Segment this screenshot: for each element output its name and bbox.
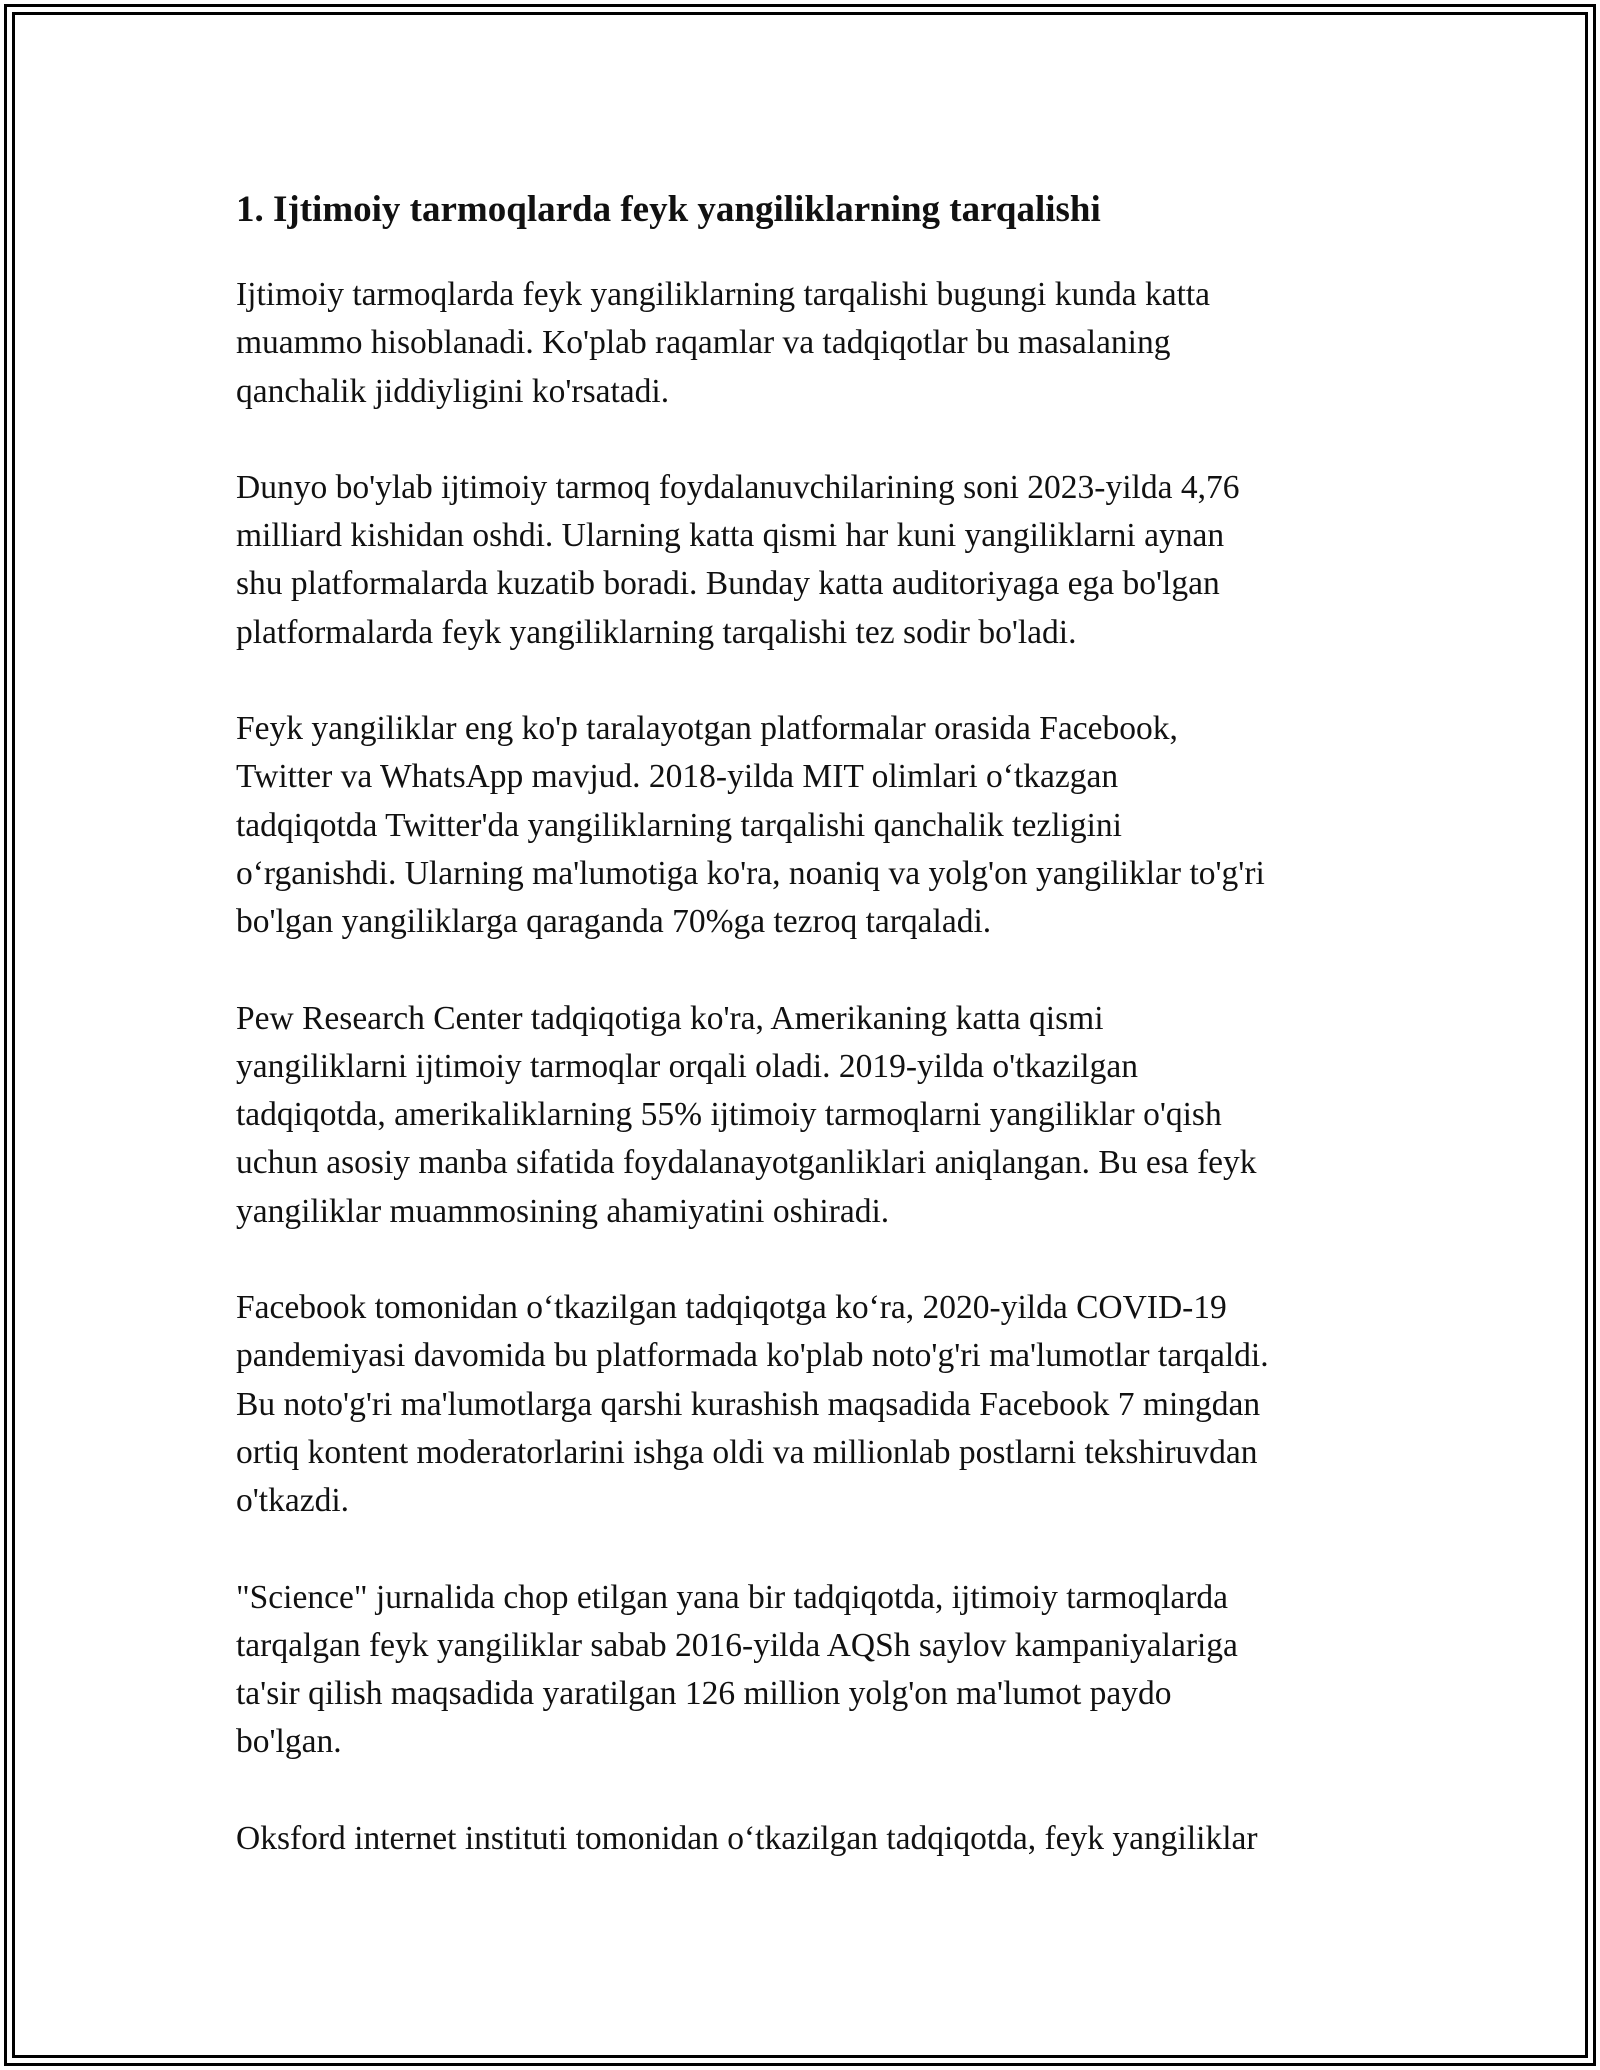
paragraph-line: yangiliklar muammosining ahamiyatini oshiradi.: [236, 1192, 890, 1230]
paragraph-line: tadqiqotda Twitter'da yangiliklarning tarqalishi qanchalik tezligini: [236, 806, 1122, 844]
paragraph: [236, 1815, 1376, 1863]
document-body: [236, 185, 1376, 1911]
paragraph-line: "Science" jurnalida chop etilgan yana bir tadqiqotda, ijtimoiy tarmoqlarda: [236, 1578, 1229, 1616]
paragraph: [236, 1284, 1376, 1525]
paragraph-line: Pew Research Center tadqiqotiga ko'ra, Amerikaning katta qismi: [236, 999, 1104, 1037]
paragraph-line: shu platformalarda kuzatib boradi. Bunday katta auditoriyaga ega bo'lgan: [236, 565, 1220, 603]
paragraph: [236, 464, 1376, 657]
paragraph-line: qanchalik jiddiyligini ko'rsatadi.: [236, 372, 670, 410]
paragraph: [236, 1574, 1376, 1767]
paragraph-line: o'tkazdi.: [236, 1482, 350, 1520]
paragraph-line: muammo hisoblanadi. Ko'plab raqamlar va tadqiqotlar bu masalaning: [236, 324, 1171, 362]
paragraph-line: milliard kishidan oshdi. Ularning katta qismi har kuni yangiliklarni aynan: [236, 517, 1225, 555]
paragraph-line: ortiq kontent moderatorlarini ishga oldi va millionlab postlarni tekshiruvdan: [236, 1433, 1258, 1471]
paragraph-line: yangiliklarni ijtimoiy tarmoqlar orqali oladi. 2019-yilda o'tkazilgan: [236, 1047, 1138, 1085]
paragraph-line: o‘rganishdi. Ularning ma'lumotiga ko'ra, noaniq va yolg'on yangiliklar to'g'ri: [236, 854, 1265, 892]
paragraph-line: Dunyo bo'ylab ijtimoiy tarmoq foydalanuvchilarining soni 2023-yilda 4,76: [236, 468, 1240, 506]
paragraph-line: platformalarda feyk yangiliklarning tarqalishi tez sodir bo'ladi.: [236, 613, 1077, 651]
paragraph-line: uchun asosiy manba sifatida foydalanayotganliklari aniqlangan. Bu esa feyk: [236, 1144, 1257, 1182]
paragraph-line: ta'sir qilish maqsadida yaratilgan 126 million yolg'on ma'lumot paydo: [236, 1675, 1172, 1713]
paragraph-list: [236, 271, 1376, 1863]
paragraph-line: Ijtimoiy tarmoqlarda feyk yangiliklarning tarqalishi bugungi kunda katta: [236, 276, 1211, 313]
paragraph: [236, 995, 1376, 1236]
paragraph-line: pandemiyasi davomida bu platformada ko'plab noto'g'ri ma'lumotlar tarqaldi.: [236, 1337, 1269, 1375]
paragraph: [236, 271, 1376, 416]
paragraph-line: Twitter va WhatsApp mavjud. 2018-yilda MIT olimlari o‘tkazgan: [236, 758, 1119, 796]
paragraph-line: tadqiqotda, amerikaliklarning 55% ijtimoiy tarmoqlarni yangiliklar o'qish: [236, 1096, 1222, 1134]
paragraph-line: Facebook tomonidan o‘tkazilgan tadqiqotga ko‘ra, 2020-yilda COVID-19: [236, 1289, 1227, 1327]
paragraph-line: Feyk yangiliklar eng ko'p taralayotgan platformalar orasida Facebook,: [236, 710, 1178, 748]
section-heading: 1. Ijtimoiy tarmoqlarda feyk yangiliklarning tarqalishi: [236, 189, 1101, 230]
paragraph-line: Oksford internet instituti tomonidan o‘tkazilgan tadqiqotda, feyk yangiliklar: [236, 1819, 1258, 1857]
paragraph: [236, 705, 1376, 946]
paragraph-line: bo'lgan yangiliklarga qaraganda 70%ga tezroq tarqaladi.: [236, 903, 992, 941]
paragraph-line: Bu noto'g'ri ma'lumotlarga qarshi kurashish maqsadida Facebook 7 mingdan: [236, 1385, 1261, 1423]
paragraph-line: bo'lgan.: [236, 1723, 342, 1761]
paragraph-line: tarqalgan feyk yangiliklar sabab 2016-yilda AQSh saylov kampaniyalariga: [236, 1626, 1238, 1664]
